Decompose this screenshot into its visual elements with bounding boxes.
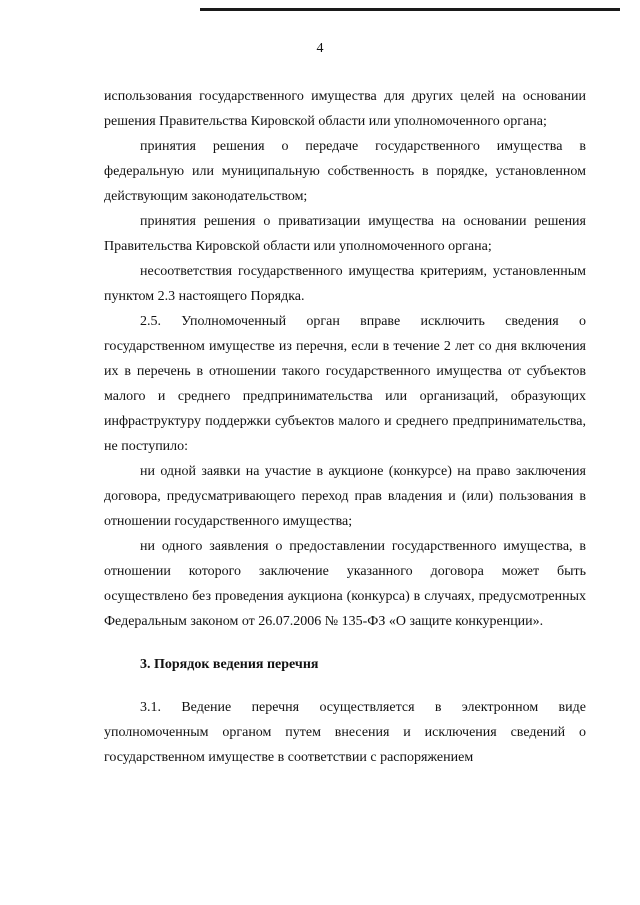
spacer bbox=[104, 677, 586, 695]
document-body bbox=[104, 84, 586, 770]
section-heading: 3. Порядок ведения перечня bbox=[140, 657, 319, 672]
paragraph-privatization-decision: принятия решения о приватизации имущества на основании решения Правительства Кировской области или уполномоченного органа; bbox=[104, 214, 586, 254]
paragraph-nonconformity: несоответствия государственного имущества критериям, установленным пунктом 2.3 настоящего Порядка. bbox=[104, 264, 586, 304]
spacer bbox=[104, 634, 586, 652]
paragraph-3-1: 3.1. Ведение перечня осуществляется в электронном виде уполномоченным органом путем внесения и исключения сведений о государственном имуществе в соответствии с распоряжением bbox=[104, 700, 586, 765]
paragraph-2-5: 2.5. Уполномоченный орган вправе исключить сведения о государственном имуществе из перечня, если в течение 2 лет со дня включения их в перечень в отношении такого государственного имущества от субъектов малого и среднего предпринимательства или организаций, образующих инфраструктуру поддержки субъектов малого и среднего предпринимательства, не поступило: bbox=[104, 314, 586, 454]
paragraph-continuation: использования государственного имущества для других целей на основании решения Правительства Кировской области или уполномоченного органа; bbox=[104, 89, 586, 129]
top-rule bbox=[200, 8, 620, 11]
paragraph-no-statements: ни одного заявления о предоставлении государственного имущества, в отношении которого заключение указанного договора может быть осуществлено без проведения аукциона (конкурса) в случаях, предусмотренных Федеральным законом от 26.07.2006 № 135-ФЗ «О защите конкуренции». bbox=[104, 539, 586, 629]
paragraph-no-applications: ни одной заявки на участие в аукционе (конкурсе) на право заключения договора, предусматривающего переход прав владения и (или) пользования в отношении государственного имущества; bbox=[104, 464, 586, 529]
page-number: 4 bbox=[316, 41, 324, 56]
paragraph-transfer-decision: принятия решения о передаче государственного имущества в федеральную или муниципальную собственность в порядке, установленном действующим законодательством; bbox=[104, 139, 586, 204]
